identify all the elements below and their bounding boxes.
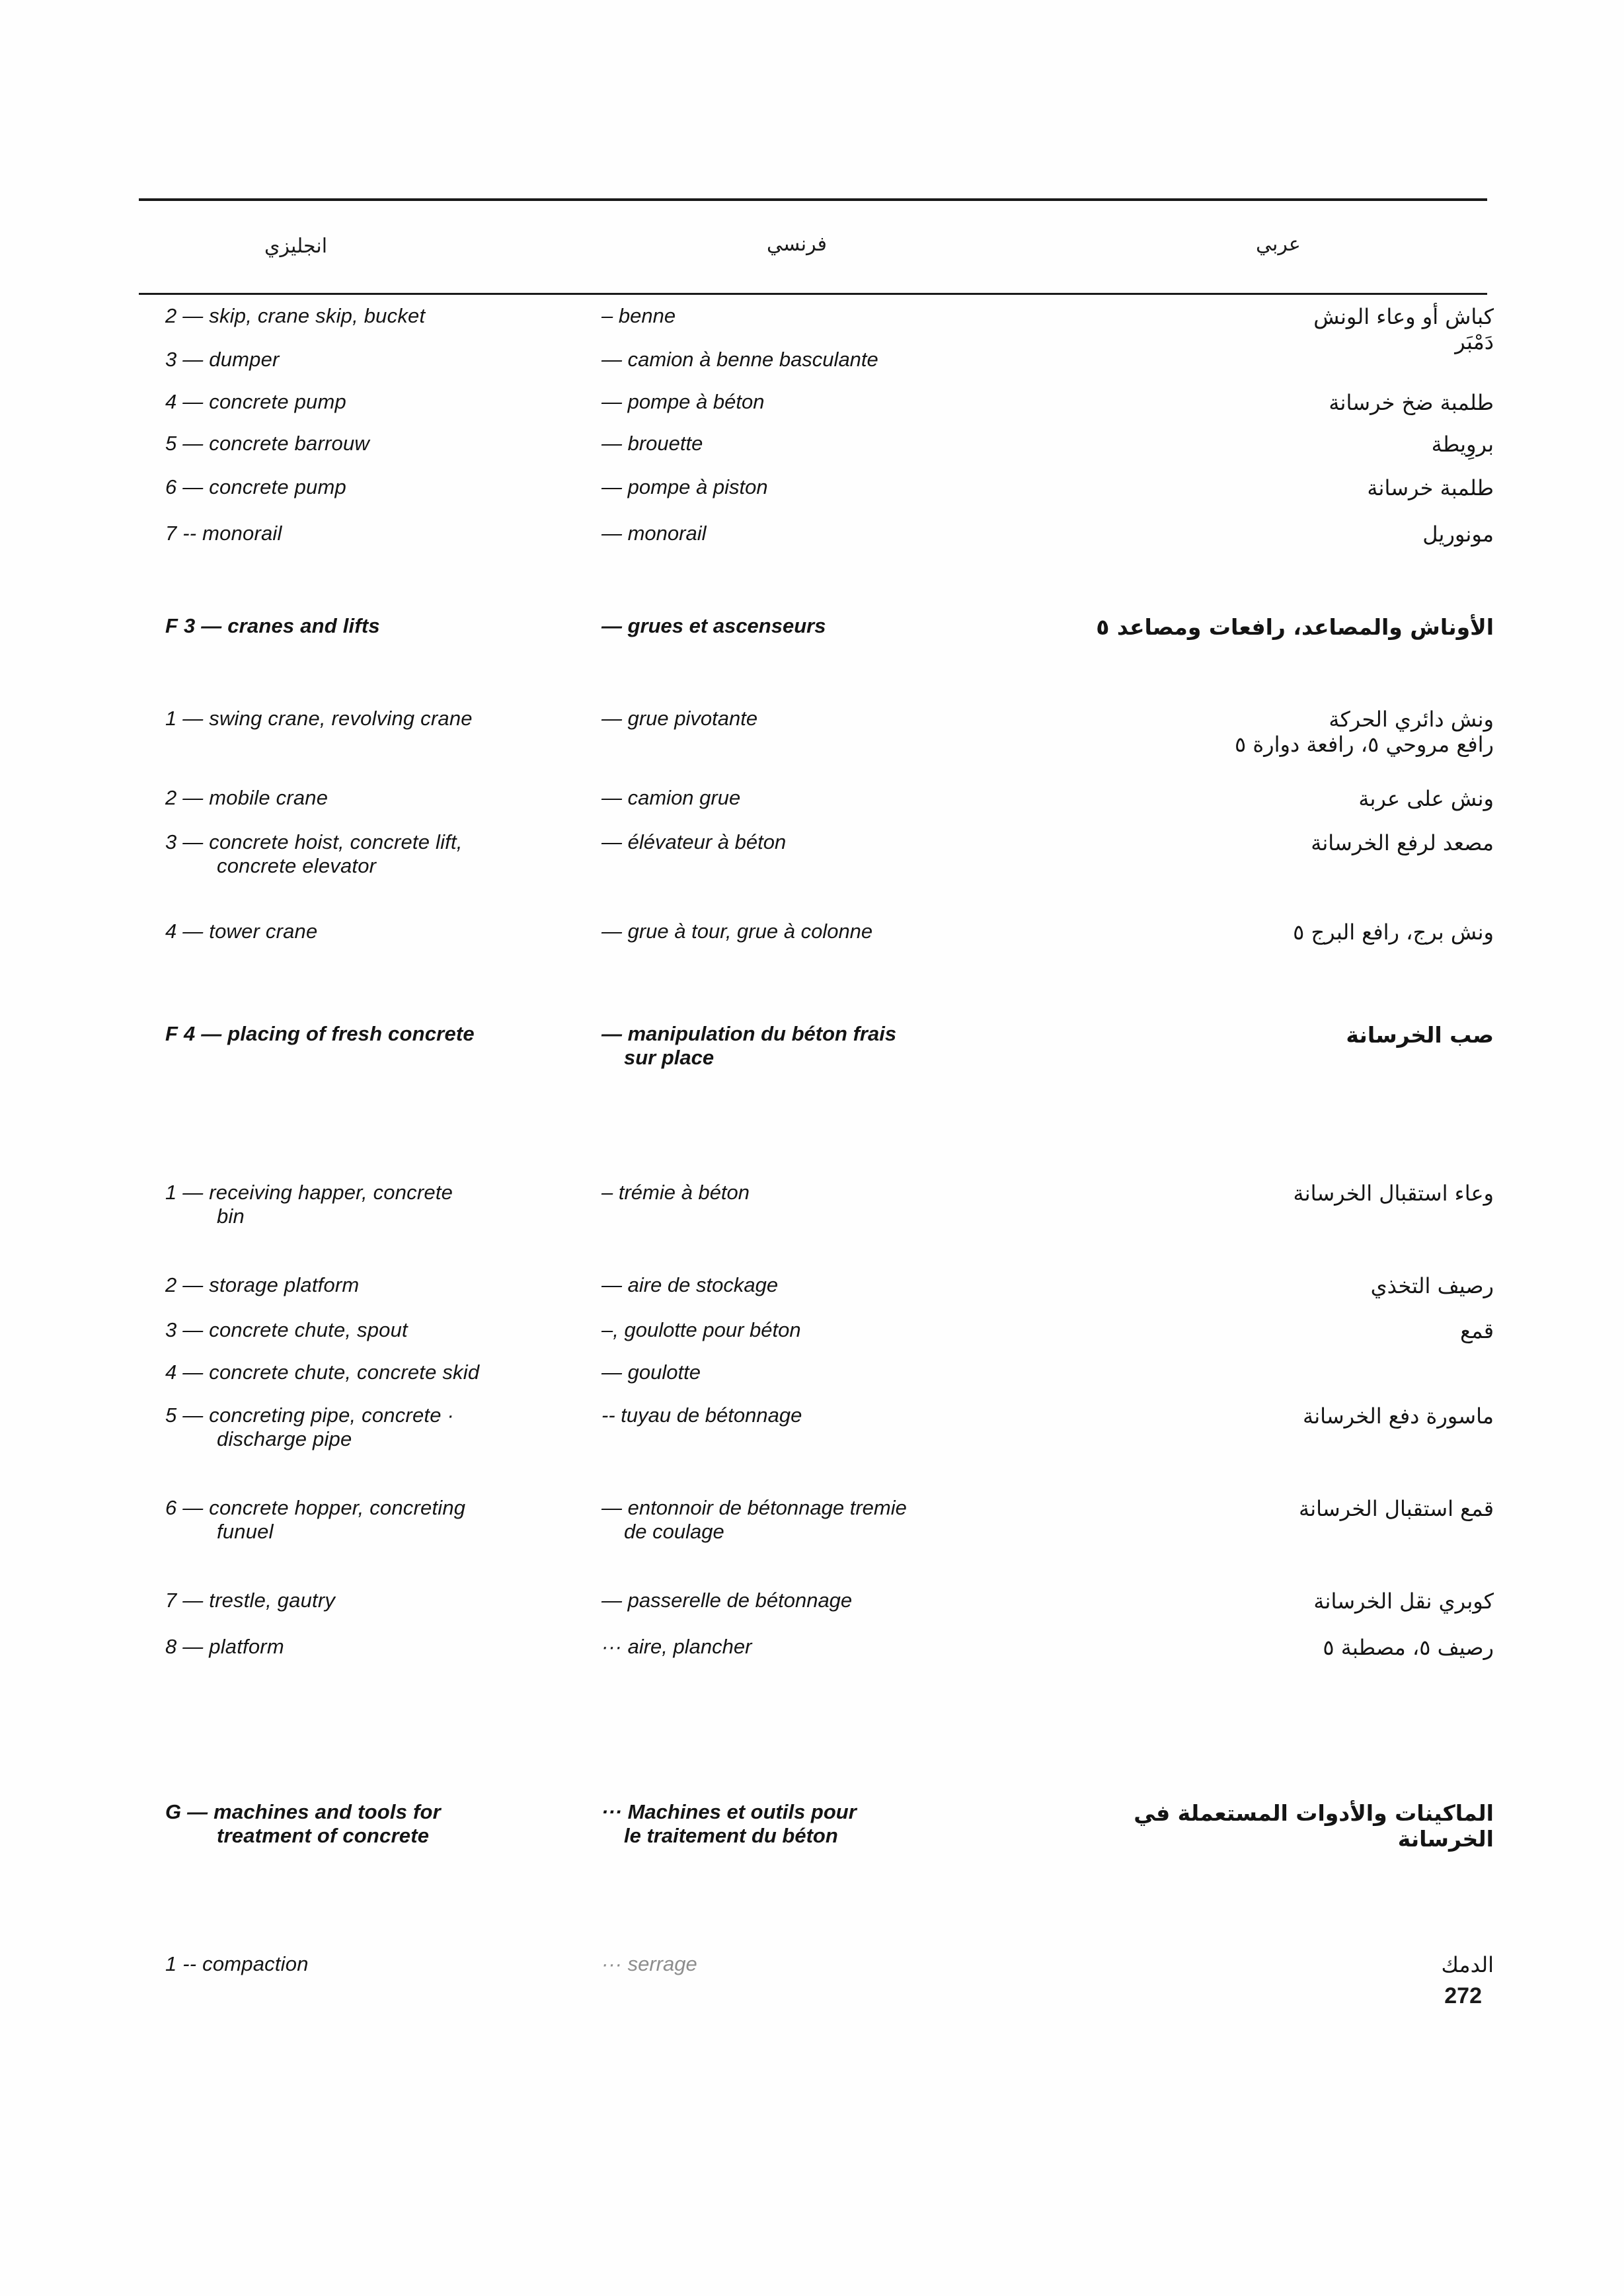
entry-arabic: طلمبة ضخ خرسانة [1329,390,1494,415]
entry-french: — camion grue [601,786,741,809]
section-french-line1: ··· Machines et outils pour [601,1800,857,1823]
entry-english: 4 — concrete pump [165,390,346,413]
entry-english [165,830,615,878]
entry-arabic: كوبري نقل الخرسانة [1313,1589,1494,1614]
entry-english: 1 — swing crane, revolving crane [165,707,473,730]
section-french [601,1800,1058,1848]
header-rule-top [139,198,1487,201]
entry-french: — grue à tour, grue à colonne [601,920,873,943]
entry-english [165,1404,615,1451]
entry-arabic: وعاء استقبال الخرسانة [1293,1181,1494,1206]
entry-row [139,830,1500,920]
entry-english-line1: 3 — concrete hoist, concrete lift, [165,830,463,853]
entry-english: 5 — concrete barrouw [165,432,369,455]
entry-arabic: قمع [1460,1318,1494,1343]
entry-row [139,1318,1500,1361]
entry-row [139,348,1500,390]
entry-row [139,1181,1500,1273]
entry-english [165,1181,615,1228]
entry-french: — pompe à piston [601,475,768,498]
section-arabic: صب الخرسانة [1346,1022,1494,1048]
entry-arabic: قمع استقبال الخرسانة [1299,1496,1494,1521]
entry-french [601,1496,1058,1544]
section-french: — grues et ascenseurs [601,614,826,637]
section-arabic: الأوناش والمصاعد، رافعات ومصاعد ٥ [1096,614,1494,640]
glossary-body [139,304,1500,2012]
entry-row [139,432,1500,475]
entry-row [139,1273,1500,1318]
entry-arabic: ونش برج، رافع البرج ٥ [1293,920,1494,945]
entry-french-line2: de coulage [624,1520,724,1543]
entry-french: — pompe à béton [601,390,765,413]
entry-row [139,1589,1500,1635]
entry-row [139,707,1500,786]
entry-english: 2 — skip, crane skip, bucket [165,304,426,327]
section-english: F 3 — cranes and lifts [165,614,380,637]
entry-row [139,1635,1500,1800]
entry-arabic: بروِيطة [1431,432,1494,457]
entry-english: 7 -- monorail [165,522,282,545]
entry-english: 2 — storage platform [165,1273,360,1296]
entry-french: — goulotte [601,1361,701,1384]
entry-arabic [1058,304,1494,354]
entry-english-line2: funuel [217,1520,274,1543]
section-row [139,1022,1500,1181]
entry-arabic: الدمك [1441,1952,1494,1977]
page-number: 272 [1444,1983,1482,2008]
entry-arabic-line1: ونش دائري الحركة [1329,707,1494,732]
entry-english: 3 — dumper [165,348,280,371]
entry-french: — monorail [601,522,707,545]
entry-french: – benne [601,304,676,327]
entry-row [139,1496,1500,1589]
section-english [165,1800,615,1848]
entry-french: – trémie à béton [601,1181,750,1204]
entry-english-line1: 5 — concreting pipe, concrete · [165,1404,454,1427]
column-header-arabic: عربي [1256,233,1301,256]
entry-english: 4 — tower crane [165,920,318,943]
section-french [601,1022,1058,1070]
entry-english: 8 — platform [165,1635,284,1658]
entry-row [139,1952,1500,2012]
entry-english-line1: 6 — concrete hopper, concreting [165,1496,466,1519]
entry-arabic: مونوريل [1422,522,1494,547]
entry-english: 2 — mobile crane [165,786,329,809]
section-english: F 4 — placing of fresh concrete [165,1022,475,1045]
entry-french: — passerelle de bétonnage [601,1589,853,1612]
entry-row [139,304,1500,354]
entry-arabic: مصعد لرفع الخرسانة [1311,830,1494,855]
entry-arabic: طلمبة خرسانة [1367,475,1494,500]
entry-french: — camion à benne basculante [601,348,878,371]
entry-english-line1: 1 — receiving happer, concrete [165,1181,453,1204]
entry-row [139,786,1500,830]
entry-french: — brouette [601,432,703,455]
entry-row [139,390,1500,432]
entry-arabic: رصيف التخذي [1370,1273,1494,1298]
entry-english-line2: discharge pipe [217,1427,352,1450]
entry-english: 1 -- compaction [165,1952,309,1975]
entry-row [139,1361,1500,1404]
section-french-line1: — manipulation du béton frais [601,1022,897,1045]
entry-row [139,475,1500,522]
entry-english: 3 — concrete chute, spout [165,1318,408,1341]
section-french-line2: sur place [624,1046,715,1069]
section-arabic: الماكينات والأدوات المستعملة في الخرسانة [1134,1800,1494,1852]
section-row [139,614,1500,707]
entry-french: ··· serrage [601,1952,697,1975]
entry-english-line2: bin [217,1205,245,1228]
entry-row [139,920,1500,1022]
section-row [139,1800,1500,1952]
entry-arabic [1058,707,1494,757]
entry-arabic: رصيف ٥، مصطبة ٥ [1323,1635,1494,1660]
entry-arabic-line2: رافع مروحي ٥، رافعة دوارة ٥ [1235,732,1494,757]
entry-french: — élévateur à béton [601,830,787,853]
entry-french-line1: — entonnoir de bétonnage tremie [601,1496,907,1519]
entry-french: –, goulotte pour béton [601,1318,801,1341]
entry-english [165,1496,615,1544]
entry-english: 6 — concrete pump [165,475,346,498]
section-french-line2: le traitement du béton [624,1824,838,1847]
header-rule-bottom [139,293,1487,295]
entry-french: — aire de stockage [601,1273,779,1296]
column-header-english: انجليزي [264,235,328,258]
section-english-line2: treatment of concrete [217,1824,430,1847]
column-header-french: فرنسي [767,233,828,256]
entry-english: 4 — concrete chute, concrete skid [165,1361,480,1384]
entry-french: -- tuyau de bétonnage [601,1404,802,1427]
entry-arabic-line1: كباش أو وعاء الونش [1313,304,1494,329]
entry-english: 7 — trestle, gautry [165,1589,336,1612]
entry-row [139,522,1500,614]
entry-french: — grue pivotante [601,707,758,730]
entry-row [139,1404,1500,1496]
entry-french: ··· aire, plancher [601,1635,752,1658]
section-english-line1: G — machines and tools for [165,1800,441,1823]
entry-arabic-line2: دَمْبَر [1455,329,1494,354]
entry-arabic: ماسورة دفع الخرسانة [1303,1404,1494,1429]
entry-arabic: ونش على عربة [1358,786,1494,811]
entry-english-line2: concrete elevator [217,854,377,877]
